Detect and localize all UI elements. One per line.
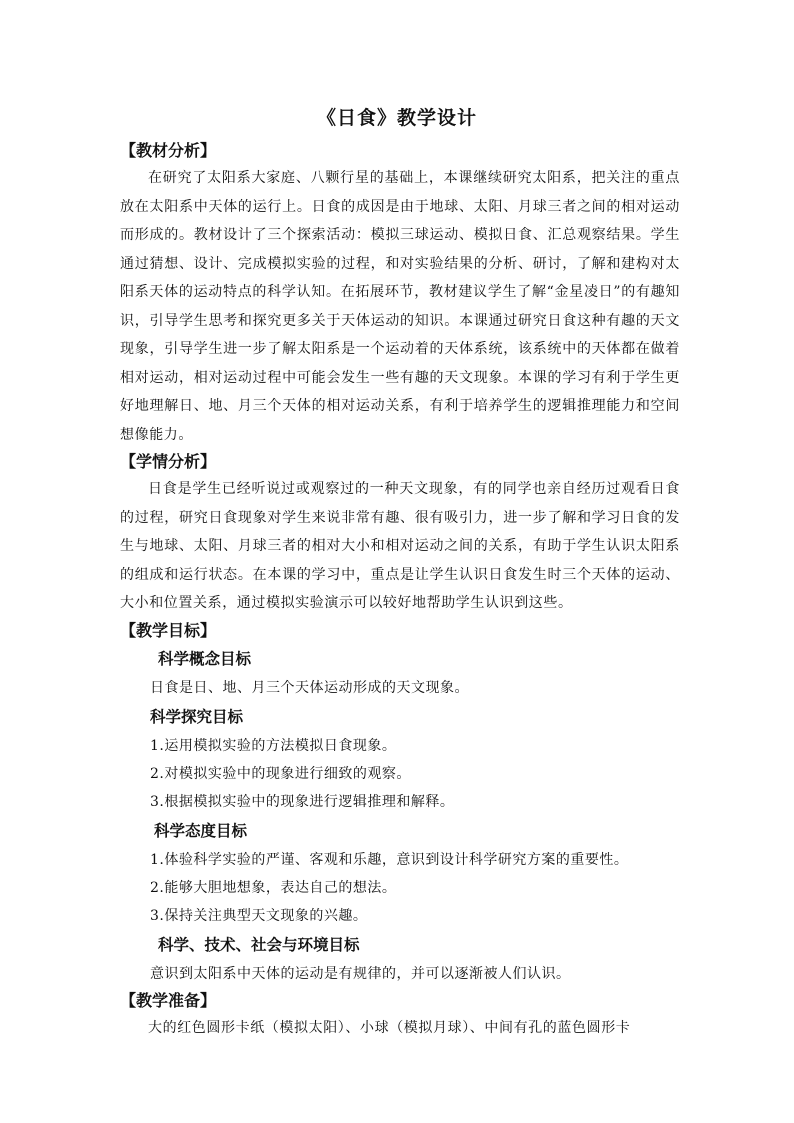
- inquiry-item: 2.对模拟实验中的现象进行细致的观察。: [150, 765, 411, 782]
- section-heading-goals: 【教学目标】: [120, 620, 217, 640]
- attitude-item: 3.保持关注典型天文现象的兴趣。: [150, 907, 368, 924]
- inquiry-item: 3.根据模拟实验中的现象进行逻辑推理和解释。: [150, 793, 455, 810]
- attitude-item: 2.能够大胆地想象，表达自己的想法。: [150, 879, 397, 896]
- concept-text: 日食是日、地、月三个天体运动形成的天文现象。: [150, 679, 469, 696]
- document-body: [120, 138, 680, 1042]
- subheading-attitude: 科学态度目标: [154, 821, 248, 840]
- section-heading-textbook: 【教材分析】: [120, 141, 217, 160]
- inquiry-item: 1.运用模拟实验的方法模拟日食现象。: [150, 737, 397, 754]
- subheading-inquiry: 科学探究目标: [150, 707, 244, 726]
- paragraph-students: 日食是学生已经听说过或观察过的一种天文现象，有的同学也亲自经历过观看日食的过程，研究日食现象对学生来说非常有趣、很有吸引力，进一步了解和学习日食的发生与地球、太阳、月球三者的相对大小和相对运动之间的关系，有助于学生认识太阳系的组成和运行状态。在本课的学习中，重点是让学生认识日食发生时三个天体的运动、大小和位置关系，通过模拟实验演示可以较好地帮助学生认识到这些。: [120, 481, 680, 611]
- attitude-item: 1.体验科学实验的严谨、客观和乐趣，意识到设计科学研究方案的重要性。: [150, 851, 629, 868]
- paragraph-textbook: 在研究了太阳系大家庭、八颗行星的基础上，本课继续研究太阳系，把关注的重点放在太阳系中天体的运行上。日食的成因是由于地球、太阳、月球三者之间的相对运动而形成的。教材设计了三个探索活动：模拟三球运动、模拟日食、汇总观察结果。学生通过猜想、设计、完成模拟实验的过程，和对实验结果的分析、研讨，了解和建构对太阳系天体的运动特点的科学认知。在拓展环节，教材建议学生了解“金星凌日”的有趣知识，引导学生思考和探究更多关于天体运动的知识。本课通过研究日食这种有趣的天文现象，引导学生进一步了解太阳系是一个运动着的天体系统，该系统中的天体都在做着相对运动，相对运动过程中可能会发生一些有趣的天文现象。本课的学习有利于学生更好地理解日、地、月三个天体的相对运动关系，有利于培养学生的逻辑推理能力和空间想像能力。: [120, 170, 680, 443]
- document-title: 《日食》教学设计: [316, 107, 477, 129]
- subheading-concept: 科学概念目标: [158, 649, 252, 668]
- sts-text: 意识到太阳系中天体的运动是有规律的，并可以逐渐被人们认识。: [150, 965, 571, 982]
- subheading-sts: 科学、技术、社会与环境目标: [158, 935, 360, 954]
- paragraph-prep: 大的红色圆形卡纸（模拟太阳）、小球（模拟月球）、中间有孔的蓝色圆形卡: [148, 1019, 631, 1036]
- section-heading-students: 【学情分析】: [120, 452, 217, 471]
- section-heading-prep: 【教学准备】: [120, 990, 217, 1010]
